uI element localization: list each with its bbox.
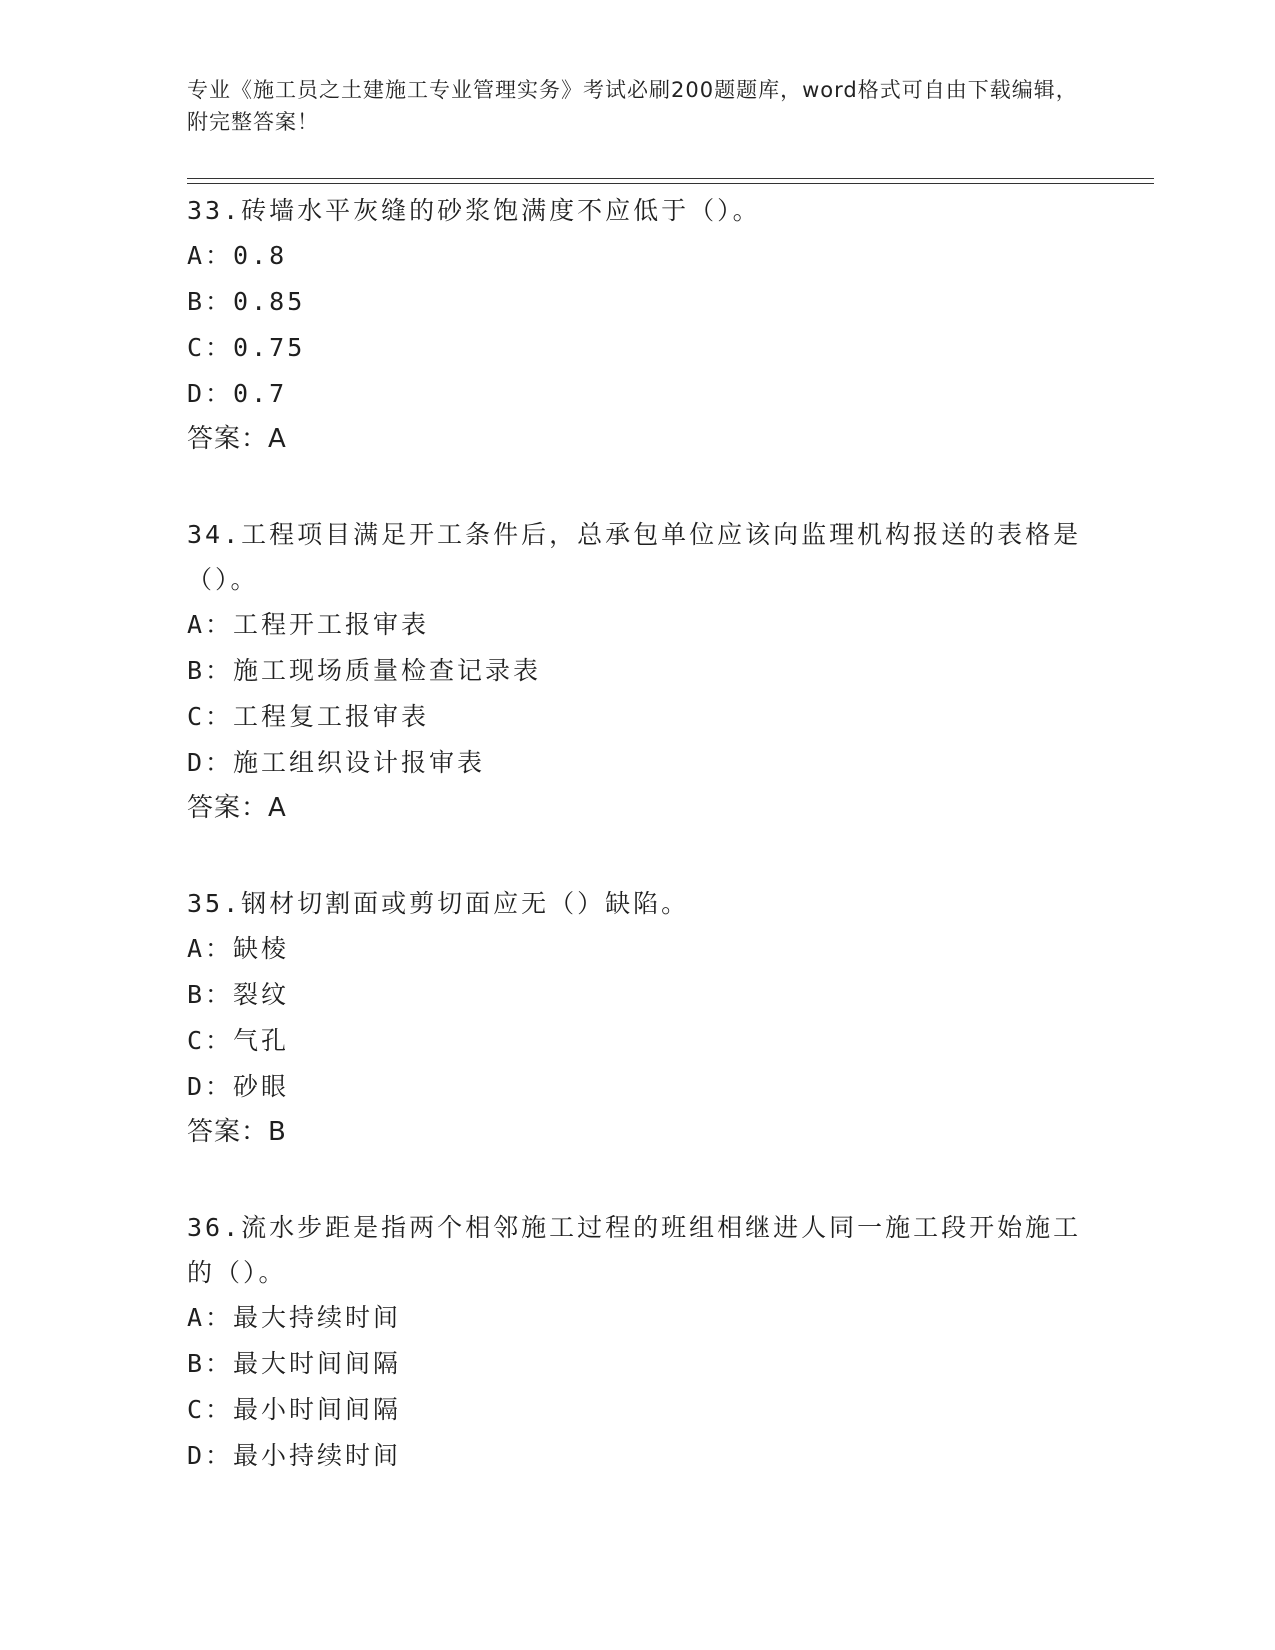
option-d: D：施工组织设计报审表 <box>187 748 486 777</box>
question-text: 35.钢材切割面或剪切面应无（）缺陷。 <box>187 889 690 918</box>
question-text: 33.砖墙水平灰缝的砂浆饱满度不应低于（）。 <box>187 196 761 225</box>
option-c: C：气孔 <box>187 1026 290 1055</box>
question-list <box>187 188 1087 1529</box>
question-text: 36.流水步距是指两个相邻施工过程的班组相继进人同一施工段开始施工的（）。 <box>187 1213 1082 1287</box>
option-c: C：0.75 <box>187 333 306 362</box>
option-d: D：砂眼 <box>187 1072 290 1101</box>
question-36 <box>187 1205 1087 1479</box>
option-d: D：0.7 <box>187 379 288 408</box>
question-34 <box>187 512 1087 831</box>
option-c: C：最小时间间隔 <box>187 1395 402 1424</box>
header-title: 专业《施工员之土建施工专业管理实务》考试必刷200题题库，word格式可自由下载编辑，附完整答案！ <box>187 78 1078 134</box>
answer: 答案：A <box>187 793 287 823</box>
question-35 <box>187 881 1087 1155</box>
question-33 <box>187 188 1087 462</box>
header-divider-bottom <box>187 183 1154 184</box>
option-a: A：0.8 <box>187 241 288 270</box>
document-header <box>187 74 1087 138</box>
option-a: A：最大持续时间 <box>187 1303 402 1332</box>
answer: 答案：A <box>187 424 287 454</box>
header-divider-top <box>187 178 1154 179</box>
option-b: B：施工现场质量检查记录表 <box>187 656 542 685</box>
option-b: B：裂纹 <box>187 980 290 1009</box>
option-a: A：缺棱 <box>187 934 290 963</box>
option-a: A：工程开工报审表 <box>187 610 430 639</box>
option-c: C：工程复工报审表 <box>187 702 430 731</box>
question-text: 34.工程项目满足开工条件后，总承包单位应该向监理机构报送的表格是（）。 <box>187 520 1082 594</box>
option-d: D：最小持续时间 <box>187 1441 402 1470</box>
answer: 答案：B <box>187 1117 287 1147</box>
option-b: B：0.85 <box>187 287 306 316</box>
option-b: B：最大时间间隔 <box>187 1349 402 1378</box>
